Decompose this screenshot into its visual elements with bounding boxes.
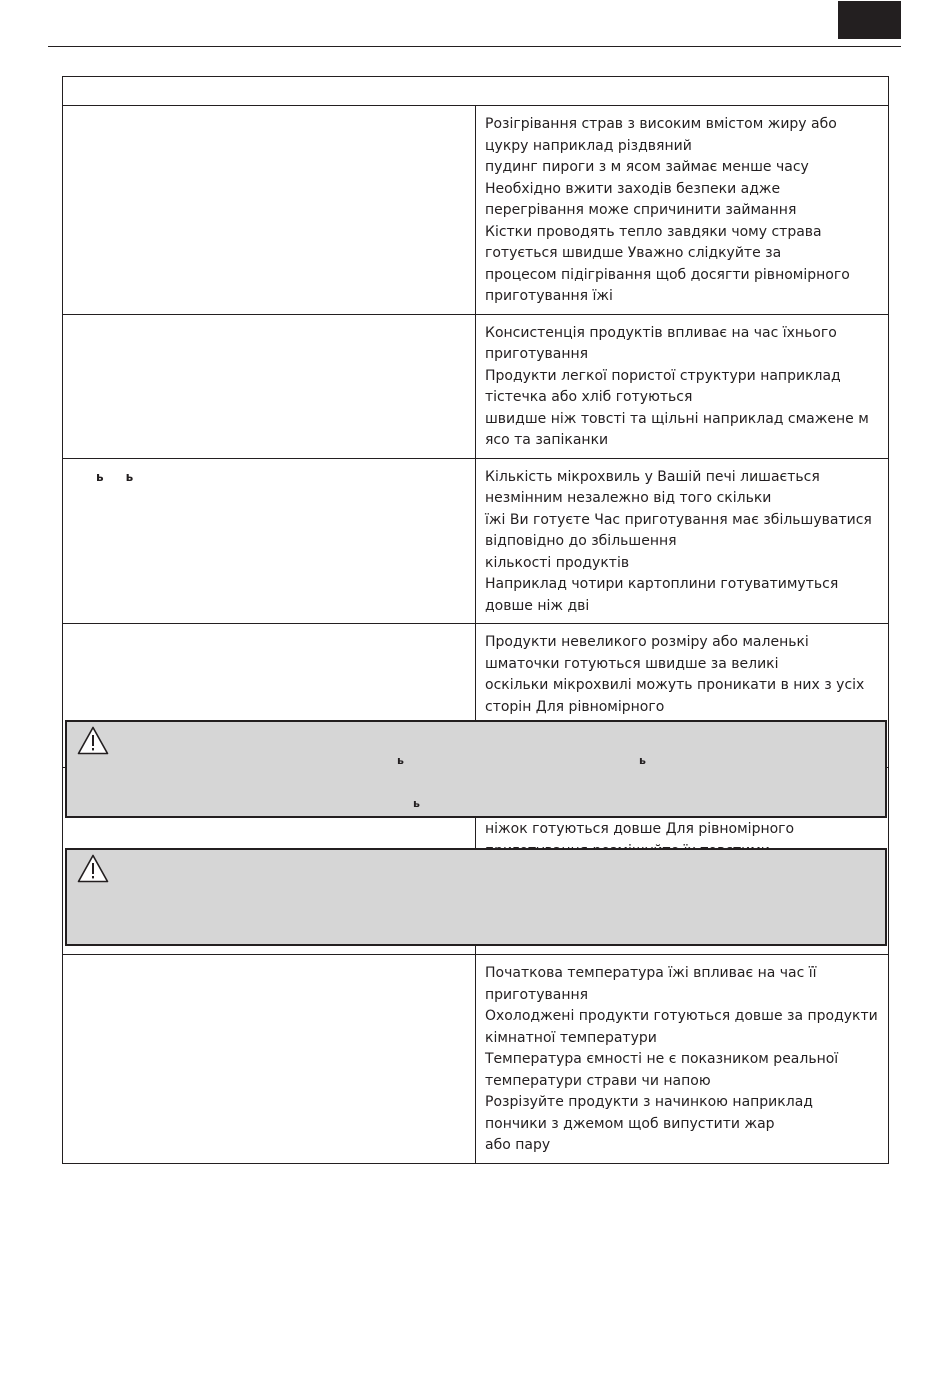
description-line: або пару bbox=[485, 1137, 551, 1153]
description-cell bbox=[476, 106, 889, 315]
warning-triangle-icon bbox=[77, 726, 109, 755]
warning-text-fragment: ь bbox=[639, 754, 646, 767]
description-cell bbox=[476, 955, 889, 1164]
table-header-row bbox=[63, 77, 889, 106]
description-line: Продукти невеликого розміру або маленькі шматочки готуються швидше за великі bbox=[485, 634, 809, 672]
table-header-cell bbox=[63, 77, 889, 106]
warning-text-fragment: ь bbox=[397, 754, 404, 767]
description-line: оскільки мікрохвилі можуть проникати в них з усіх сторін Для рівномірного bbox=[485, 677, 865, 715]
description-line: швидше ніж товсті та щільні наприклад смажене м ясо та запіканки bbox=[485, 410, 869, 448]
description-line: Кількість мікрохвиль у Вашій печі лишається незмінним незалежно від того скільки bbox=[485, 468, 820, 506]
factor-cell bbox=[63, 106, 476, 315]
warning-box-2 bbox=[65, 848, 887, 946]
warning-box-1 bbox=[65, 720, 887, 818]
description-line: ніжок готуються довше Для рівномірного bbox=[485, 821, 795, 837]
table-row bbox=[63, 314, 889, 458]
factor-cell bbox=[63, 458, 476, 624]
factor-cell bbox=[63, 314, 476, 458]
description-line: їжі Ви готуєте Час приготування має збільшуватися відповідно до збільшення bbox=[485, 511, 872, 549]
description-line: перегрівання може спричинити займання bbox=[485, 202, 797, 218]
description-line: процесом підігрівання щоб досягти рівномірного приготування їжі bbox=[485, 266, 850, 304]
table-row bbox=[63, 106, 889, 315]
description-line: Охолоджені продукти готуються довше за продукти кімнатної температури bbox=[485, 1008, 878, 1046]
table-row bbox=[63, 955, 889, 1164]
table-row bbox=[63, 458, 889, 624]
description-line: Кістки проводять тепло завдяки чому страва готується швидше Уважно слідкуйте за bbox=[485, 223, 822, 261]
description-line: Початкова температура їжі впливає на час її приготування bbox=[485, 965, 817, 1003]
factor-cell bbox=[63, 955, 476, 1164]
cooking-factors-table bbox=[62, 76, 889, 1164]
description-line: Консистенція продуктів впливає на час їхнього приготування bbox=[485, 324, 837, 362]
description-line: Продукти легкої пористої структури наприклад тістечка або хліб готуються bbox=[485, 367, 841, 405]
description-cell bbox=[476, 314, 889, 458]
description-cell bbox=[476, 458, 889, 624]
page-tab bbox=[838, 1, 901, 39]
description-line: Розрізуйте продукти з начинкою наприклад пончики з джемом щоб випустити жар bbox=[485, 1094, 813, 1132]
header-rule bbox=[48, 46, 901, 47]
description-line: Розігрівання страв з високим вмістом жиру або цукру наприклад різдвяний bbox=[485, 116, 837, 154]
description-line: Температура ємності не є показником реальної температури страви чи напою bbox=[485, 1051, 839, 1089]
description-line: кількості продуктів bbox=[485, 554, 630, 571]
warning-triangle-icon bbox=[77, 854, 109, 883]
description-line: Наприклад чотири картоплини готуватимуться довше ніж дві bbox=[485, 576, 839, 614]
warning-text-fragment: ь bbox=[413, 797, 420, 810]
factor-name: ьь bbox=[96, 469, 156, 484]
description-line: пудинг пироги з м ясом займає менше часу Необхідно вжити заходів безпеки адже bbox=[485, 159, 809, 197]
